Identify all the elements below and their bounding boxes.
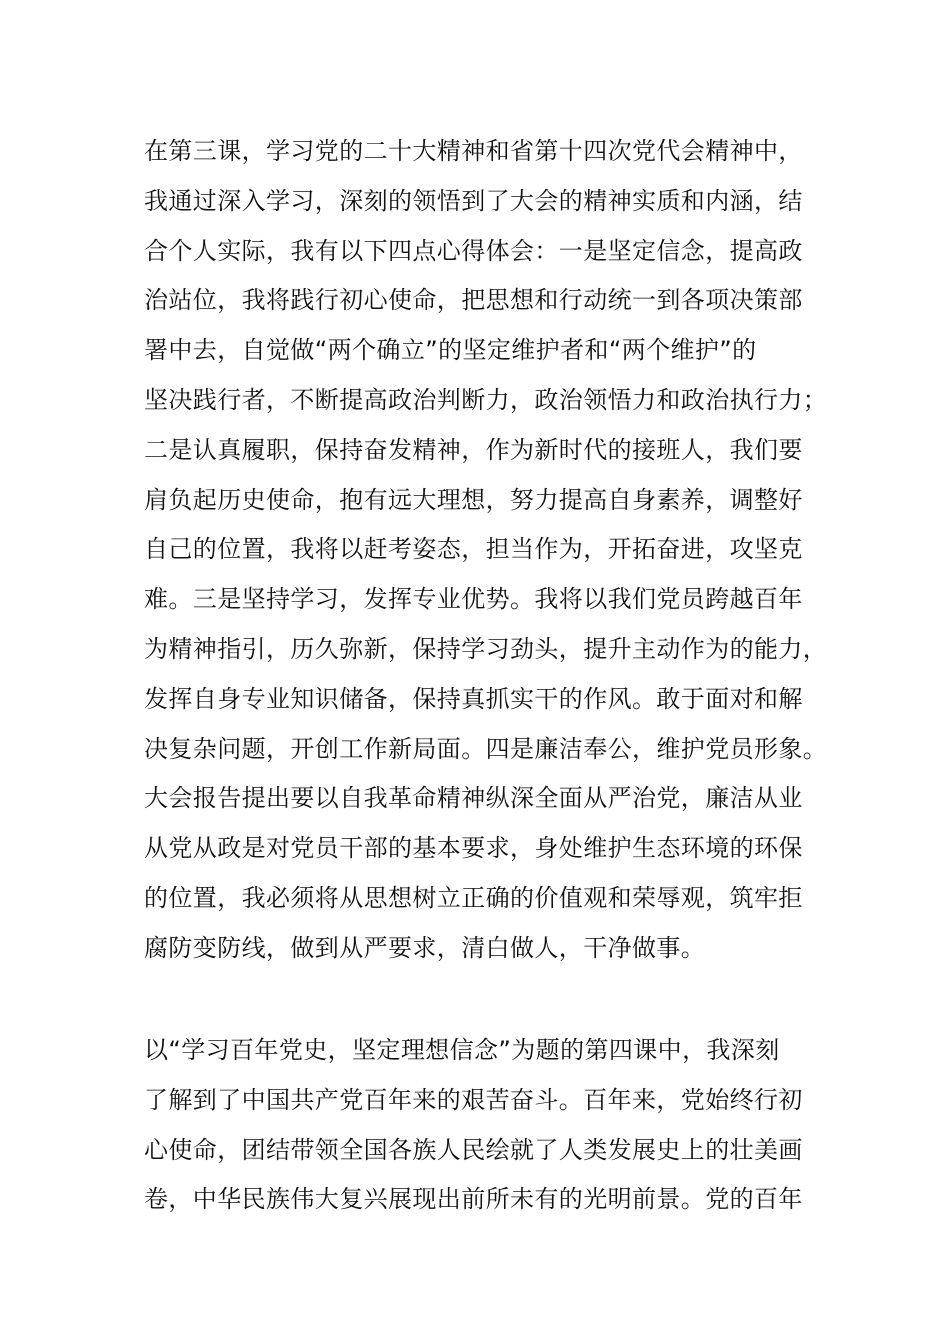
text-line: 肩负起历史使命，抱有远大理想，努力提高自身素养，调整好	[144, 485, 803, 514]
paragraph-lesson-three	[144, 127, 834, 974]
text-line: 腐防变防线，做到从严要求，清白做人，干净做事。	[144, 933, 706, 962]
paragraph-lesson-four	[144, 1026, 834, 1225]
text-line: 在第三课，学习党的二十大精神和省第十四次党代会精神中，	[144, 137, 803, 165]
text-line: 从党从政是对党员干部的基本要求，身处维护生态环境的环保	[144, 834, 803, 863]
text-line: 合个人实际，我有以下四点心得体会：一是坚定信念，提高政	[144, 236, 803, 265]
text-line: 卷，中华民族伟大复兴展现出前所未有的光明前景。党的百年	[144, 1185, 803, 1214]
text-line: 为精神指引，历久弥新，保持学习劲头，提升主动作为的能力，	[144, 634, 828, 663]
text-line: 的位置，我必须将从思想树立正确的价值观和荣辱观，筑牢拒	[144, 883, 803, 912]
text-line: 治站位，我将践行初心使命，把思想和行动统一到各项决策部	[144, 286, 803, 315]
text-line: 二是认真履职，保持奋发精神，作为新时代的接班人，我们要	[144, 435, 803, 464]
text-line: 了解到了中国共产党百年来的艰苦奋斗。百年来，党始终行初	[144, 1085, 803, 1114]
text-line: 以“学习百年党史，坚定理想信念”为题的第四课中，我深刻	[144, 1036, 780, 1064]
text-line: 决复杂问题，开创工作新局面。四是廉洁奉公，维护党员形象。	[144, 734, 828, 763]
text-line: 发挥自身专业知识储备，保持真抓实干的作风。敢于面对和解	[144, 684, 803, 713]
text-line: 我通过深入学习，深刻的领悟到了大会的精神实质和内涵，结	[144, 186, 803, 215]
text-line: 难。三是坚持学习，发挥专业优势。我将以我们党员跨越百年	[144, 585, 803, 614]
text-line: 署中去，自觉做“两个确立”的坚定维护者和“两个维护”的	[144, 336, 757, 365]
text-line: 坚决践行者，不断提高政治判断力，政治领悟力和政治执行力；	[144, 385, 828, 414]
text-line: 大会报告提出要以自我革命精神纵深全面从严治党，廉洁从业	[144, 784, 803, 813]
text-line: 自己的位置，我将以赶考姿态，担当作为，开拓奋进，攻坚克	[144, 535, 803, 564]
text-line: 心使命，团结带领全国各族人民绘就了人类发展史上的壮美画	[144, 1135, 803, 1164]
